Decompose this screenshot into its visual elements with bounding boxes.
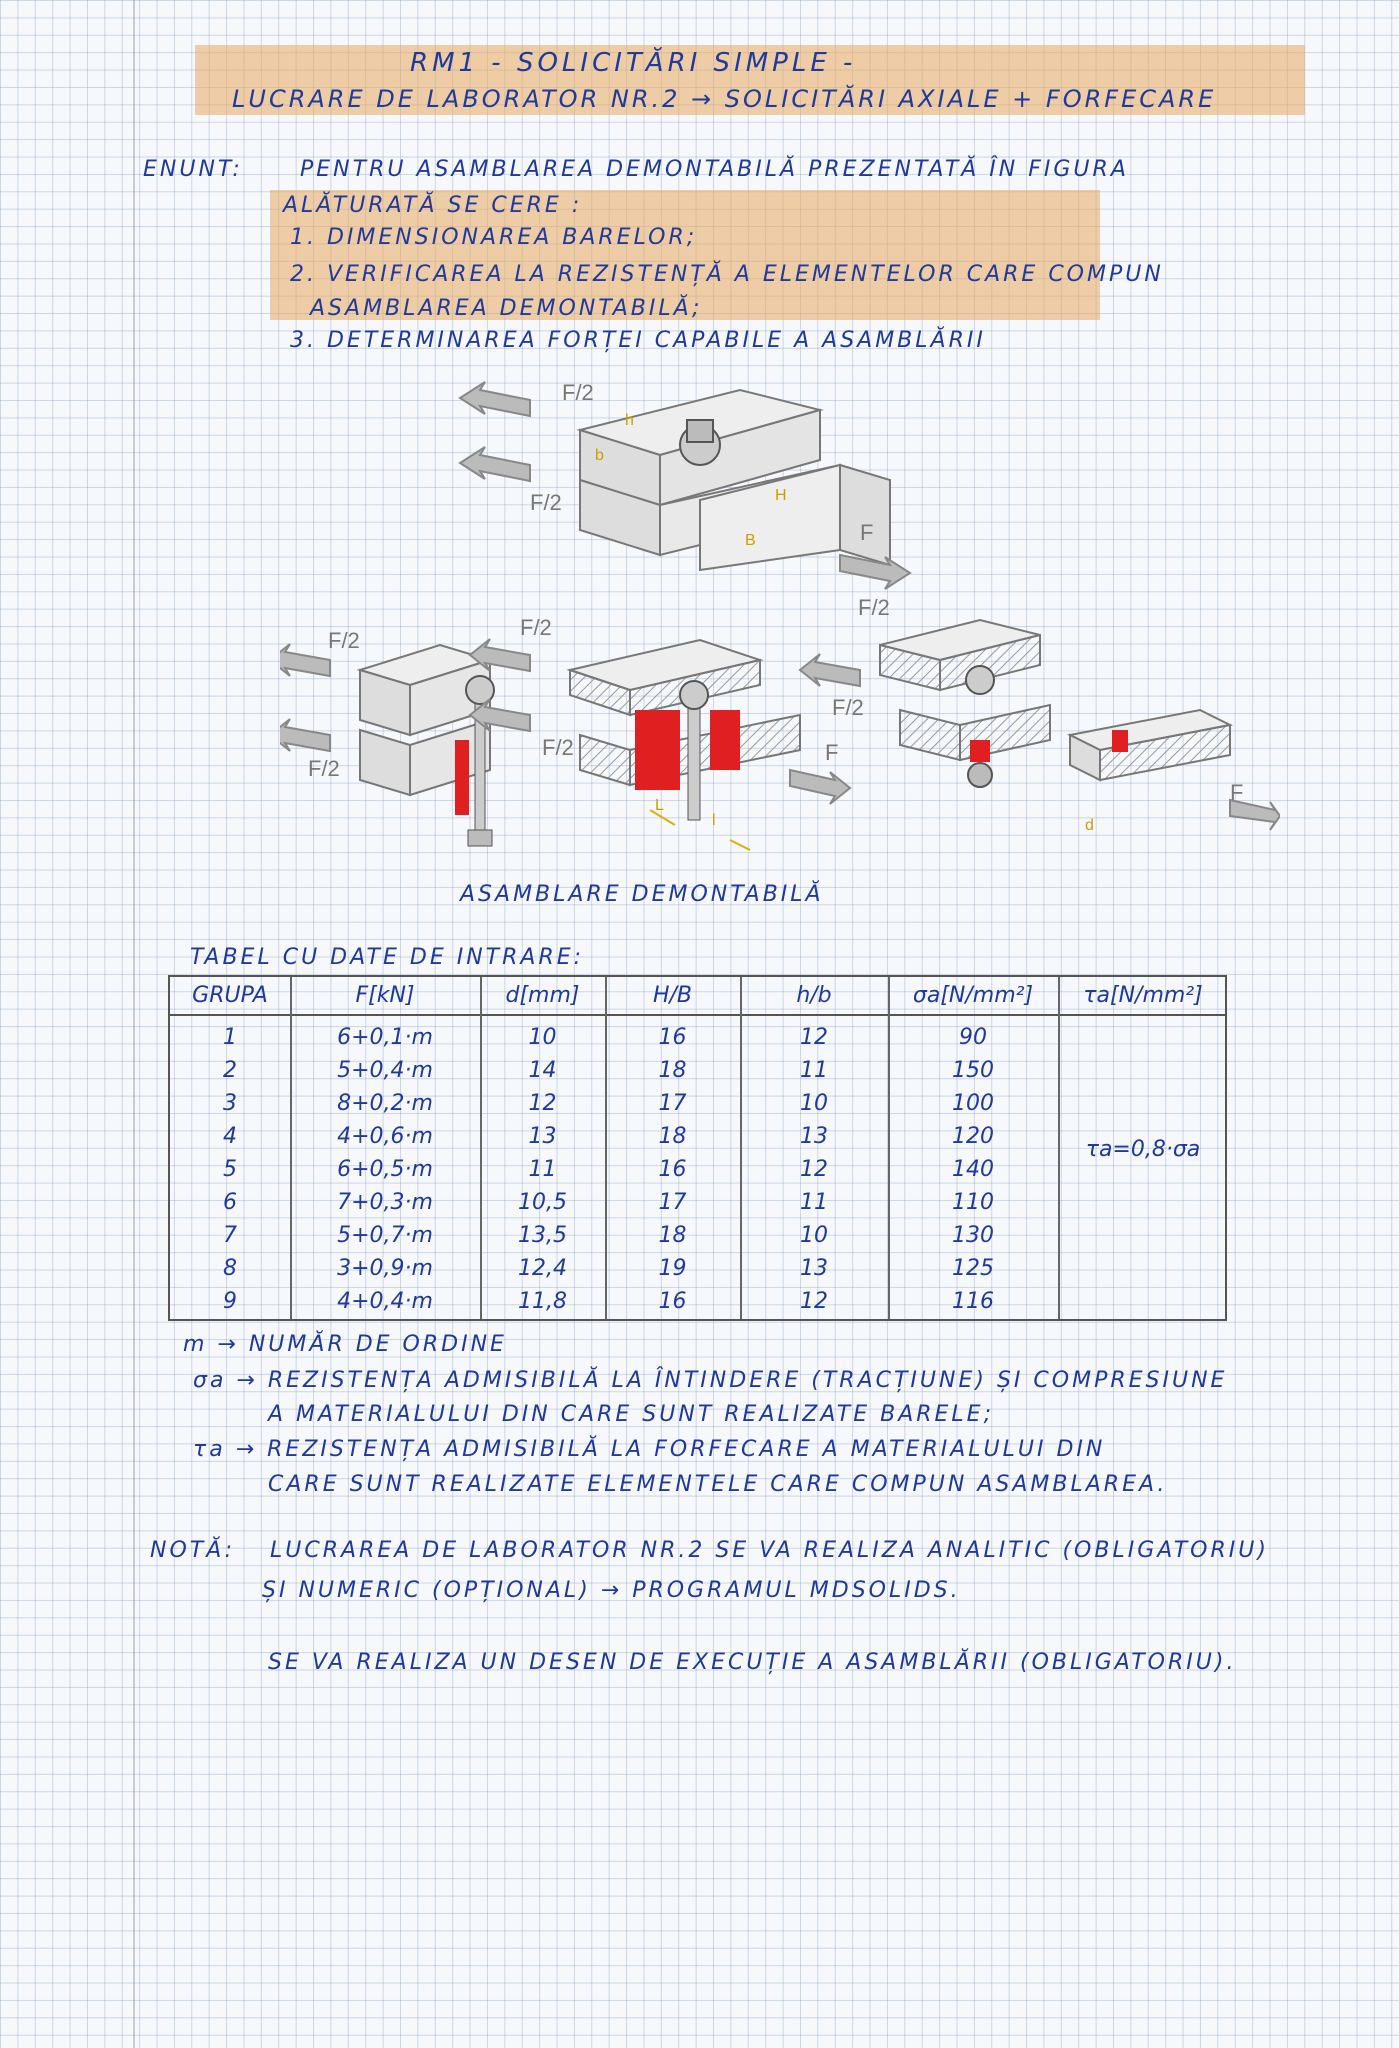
- enunt-line2: ALĂTURATĂ SE CERE :: [283, 193, 583, 218]
- header-tau: τa[N/mm²]: [1083, 983, 1203, 1008]
- cell-hb: 11: [800, 1058, 828, 1083]
- cell-sigma: 100: [952, 1091, 994, 1116]
- cell-d: 14: [528, 1058, 557, 1083]
- cell-hb: 10: [800, 1091, 828, 1116]
- enunt-item2: 2. VERIFICAREA LA REZISTENȚĂ A ELEMENTELOR CARE COMPUN: [290, 262, 1164, 287]
- note-sigma-1: σa → REZISTENȚA ADMISIBILĂ LA ÎNTINDERE (TRACȚIUNE) ȘI COMPRESIUNE: [193, 1368, 1228, 1393]
- cell-hb: 13: [800, 1124, 828, 1149]
- note-sigma-2: A MATERIALULUI DIN CARE SUNT REALIZATE BARELE;: [268, 1402, 994, 1427]
- fig-label-f-top: F: [860, 520, 874, 545]
- cell-hb: 11: [800, 1190, 828, 1215]
- right-detail: [880, 620, 1230, 787]
- cell-hb: 12: [800, 1157, 828, 1182]
- header-HB: H/B: [652, 983, 693, 1008]
- cell-d: 13: [528, 1124, 557, 1149]
- fig-label-d: d: [1085, 817, 1094, 834]
- center-detail: [570, 640, 800, 850]
- cell-HB: 16: [658, 1289, 687, 1314]
- cell-f: 5+0,4·m: [337, 1058, 433, 1083]
- cell-HB: 17: [658, 1190, 687, 1215]
- fig-label-H: H: [775, 487, 787, 504]
- fig-label-f-c: F: [825, 740, 839, 765]
- cell-d: 12,4: [518, 1256, 567, 1281]
- fig-label-h: h: [625, 412, 634, 429]
- nota-line3-visible: SE VA REALIZA UN DESEN DE EXECUȚIE A ASAMBLĂRII (OBLIGATORIU).: [268, 1650, 1237, 1675]
- fig-label-f2-r2: F/2: [832, 695, 864, 720]
- cell-HB: 16: [658, 1157, 687, 1182]
- fig-label-f2-mid: F/2: [530, 490, 562, 515]
- header-grupa: GRUPA: [192, 983, 268, 1008]
- cell-hb: 12: [800, 1289, 828, 1314]
- fig-label-f2-c2: F/2: [542, 735, 574, 760]
- cell-f: 6+0,5·m: [337, 1157, 433, 1182]
- cell-sigma: 150: [952, 1058, 994, 1083]
- cell-d: 10: [528, 1025, 557, 1050]
- cell-HB: 18: [658, 1223, 687, 1248]
- cell-grupa: 9: [223, 1289, 237, 1314]
- margin-line: [133, 0, 135, 2048]
- assembly-figure: [280, 370, 1280, 870]
- left-detail: [360, 645, 494, 846]
- cell-HB: 18: [658, 1058, 687, 1083]
- note-tau-1: τa → REZISTENȚA ADMISIBILĂ LA FORFECARE A MATERIALULUI DIN: [193, 1437, 1106, 1462]
- cell-grupa: 4: [223, 1124, 237, 1149]
- cell-d: 12: [528, 1091, 557, 1116]
- page-title: RM1 - SOLICITĂRI SIMPLE -: [410, 48, 857, 78]
- cell-HB: 17: [658, 1091, 687, 1116]
- cell-hb: 13: [800, 1256, 828, 1281]
- cell-sigma: 90: [959, 1025, 987, 1050]
- cell-hb: 12: [800, 1025, 828, 1050]
- cell-grupa: 8: [223, 1256, 237, 1281]
- fig-label-B: B: [745, 532, 756, 549]
- nota-label: NOTĂ:: [150, 1538, 236, 1563]
- table-caption: TABEL CU DATE DE INTRARE:: [190, 945, 585, 970]
- enunt-label: ENUNT:: [143, 157, 243, 182]
- fig-label-f-r: F: [1230, 780, 1244, 805]
- cell-HB: 18: [658, 1124, 687, 1149]
- header-sigma: σa[N/mm²]: [912, 983, 1034, 1008]
- fig-label-l: l: [712, 812, 716, 829]
- cell-grupa: 2: [223, 1058, 237, 1083]
- fig-label-f2-bl2: F/2: [308, 756, 340, 781]
- cell-f: 5+0,7·m: [337, 1223, 433, 1248]
- cell-d: 10,5: [518, 1190, 567, 1215]
- cell-sigma: 116: [952, 1289, 994, 1314]
- fig-label-f2-r1: F/2: [858, 595, 890, 620]
- cell-f: 4+0,6·m: [337, 1124, 433, 1149]
- cell-d: 13,5: [518, 1223, 567, 1248]
- cell-f: 3+0,9·m: [337, 1256, 433, 1281]
- cell-HB: 19: [658, 1256, 687, 1281]
- figure-caption: ASAMBLARE DEMONTABILĂ: [460, 882, 824, 907]
- nota-line2: ȘI NUMERIC (OPȚIONAL) → PROGRAMUL MDSOLIDS.: [262, 1578, 961, 1603]
- cell-sigma: 125: [952, 1256, 994, 1281]
- cell-d: 11,8: [518, 1289, 567, 1314]
- header-d: d[mm]: [505, 983, 580, 1008]
- cell-grupa: 7: [223, 1223, 237, 1248]
- cell-hb: 10: [800, 1223, 828, 1248]
- cell-grupa: 6: [223, 1190, 237, 1215]
- fig-label-L: L: [655, 797, 664, 814]
- fig-label-b: b: [595, 447, 604, 464]
- note-tau-2: CARE SUNT REALIZATE ELEMENTELE CARE COMPUN ASAMBLAREA.: [268, 1472, 1168, 1497]
- enunt-item1: 1. DIMENSIONAREA BARELOR;: [290, 225, 698, 250]
- cell-HB: 16: [658, 1025, 687, 1050]
- tau-formula: τa=0,8·σa: [1085, 1137, 1201, 1162]
- note-m: m → NUMĂR DE ORDINE: [183, 1332, 507, 1357]
- cell-grupa: 3: [223, 1091, 237, 1116]
- cell-grupa: 1: [223, 1025, 237, 1050]
- header-hb: h/b: [796, 983, 832, 1008]
- nota-line1: LUCRAREA DE LABORATOR NR.2 SE VA REALIZA ANALITIC (OBLIGATORIU): [270, 1538, 1269, 1563]
- cell-sigma: 120: [952, 1124, 994, 1149]
- input-data-table: [168, 975, 1227, 1321]
- enunt-item2b: ASAMBLAREA DEMONTABILĂ;: [310, 296, 703, 321]
- cell-grupa: 5: [223, 1157, 237, 1182]
- cell-f: 4+0,4·m: [337, 1289, 433, 1314]
- cell-d: 11: [528, 1157, 557, 1182]
- enunt-line1: PENTRU ASAMBLAREA DEMONTABILĂ PREZENTATĂ ÎN FIGURA: [300, 157, 1129, 182]
- cell-sigma: 130: [952, 1223, 994, 1248]
- table-header-line: [170, 1014, 1225, 1016]
- cell-f: 8+0,2·m: [337, 1091, 433, 1116]
- page-subtitle: LUCRARE DE LABORATOR NR.2 → SOLICITĂRI AXIALE + FORFECARE: [232, 85, 1217, 113]
- cell-f: 7+0,3·m: [337, 1190, 433, 1215]
- cell-f: 6+0,1·m: [337, 1025, 433, 1050]
- header-f: F[kN]: [355, 983, 415, 1008]
- fig-label-f2-bl1: F/2: [328, 628, 360, 653]
- cell-sigma: 140: [952, 1157, 994, 1182]
- cell-sigma: 110: [952, 1190, 994, 1215]
- enunt-item3: 3. DETERMINAREA FORȚEI CAPABILE A ASAMBLĂRII: [290, 328, 986, 353]
- fig-label-f2-c1: F/2: [520, 615, 552, 640]
- fig-label-f2-top: F/2: [562, 380, 594, 405]
